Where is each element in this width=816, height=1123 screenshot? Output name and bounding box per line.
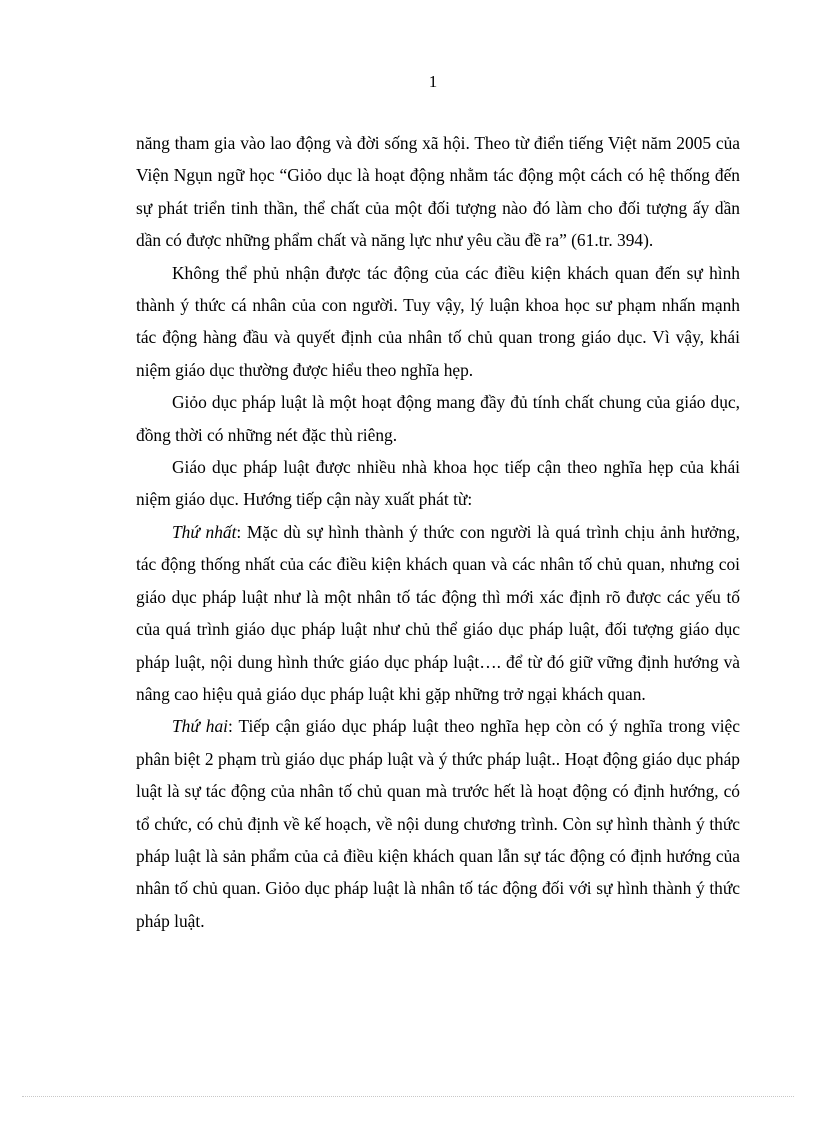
paragraph [136,451,740,516]
page-number: 1 [428,72,438,91]
paragraph-continuation [136,127,740,257]
paragraph-lead-italic: Thứ nhất [172,521,237,542]
paragraph-text: Giáo dục pháp luật được nhiều nhà khoa học tiếp cận theo nghĩa hẹp của khái niệm giáo dục. Hướng tiếp cận này xuất phát từ: [136,457,740,510]
paragraph-text: Giỏo dục pháp luật là một hoạt động mang đầy đủ tính chất chung của giáo dục, đồng thời có những nét đặc thù riêng. [136,392,740,445]
paragraph-text: Không thể phủ nhận được tác động của các điều kiện khách quan đến sự hình thành ý thức cá nhân của con người. Tuy vậy, lý luận khoa học sư phạm nhấn mạnh tác động hàng đầu và quyết định của nhân tố chủ quan trong giáo dục. Vì vậy, khái niệm giáo dục thường được hiểu theo nghĩa hẹp. [136,262,740,380]
paragraph-text: năng tham gia vào lao động và đời sống xã hội. Theo từ điển tiếng Việt năm 2005 của Viện Ngụn ngữ học “Giỏo dục là hoạt động nhằm tác động một cách có hệ thống đến sự phát triển tinh thần, thể chất của một đối tượng nào đó làm cho đối tượng ấy dần dần có được những phẩm chất và năng lực như yêu cầu đề ra” (61.tr. 394). [136,133,740,251]
paragraph-text: : Tiếp cận giáo dục pháp luật theo nghĩa hẹp còn có ý nghĩa trong việc phân biệt 2 phạm trù giáo dục pháp luật và ý thức pháp luật.. Hoạt động giáo dục pháp luật là sự tác động của nhân tố chủ quan mà trước hết là hoạt động có định hướng, có tổ chức, có chủ định về kế hoạch, về nội dung chương trình. Còn sự hình thành ý thức pháp luật là sản phẩm của cả điều kiện khách quan lẫn sự tác động có định hướng của nhân tố chủ quan. Giỏo dục pháp luật là nhân tố tác động đối với sự hình thành ý thức pháp luật. [136,716,740,931]
paragraph-lead-italic: Thứ hai [172,716,229,737]
document-body [136,127,740,937]
paragraph [136,386,740,451]
paragraph-first-point [136,516,740,710]
paragraph-text: : Mặc dù sự hình thành ý thức con người là quá trình chịu ảnh hưởng, tác động thống nhất của các điều kiện khách quan và các nhân tố chủ quan, nhưng coi giáo dục pháp luật như là một nhân tố tác động thì mới xác định rõ được các yếu tố của quá trình giáo dục pháp luật như chủ thể giáo dục pháp luật, đối tượng giáo dục pháp luật, nội dung hình thức giáo dục pháp luật…. để từ đó giữ vững định hướng và nâng cao hiệu quả giáo dục pháp luật khi gặp những trở ngại khách quan. [136,521,740,704]
paragraph [136,257,740,387]
paragraph-second-point [136,710,740,937]
page-footer-divider [22,1096,794,1097]
